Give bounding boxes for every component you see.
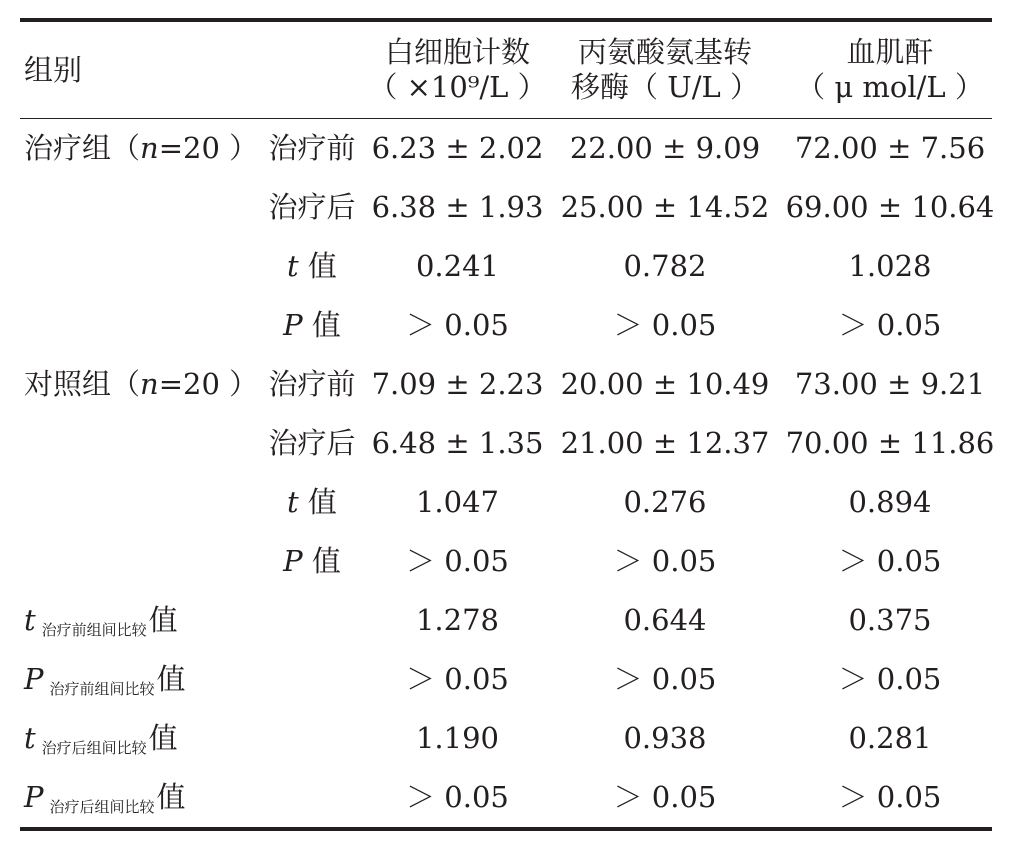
- between-label: P 治疗前组间比较 值: [24, 662, 186, 698]
- table-row: [20, 296, 992, 355]
- row-label: 治疗前: [268, 367, 356, 401]
- value-cell: 1.190: [415, 721, 500, 755]
- value-cell: ＞ 0.05: [406, 308, 509, 342]
- value-cell: 1.278: [415, 603, 500, 637]
- header-alt-line1: 丙氨酸氨基转: [577, 34, 752, 69]
- value-cell: 20.00 ± 10.49: [560, 367, 770, 401]
- between-label: t 治疗后组间比较 值: [24, 721, 178, 757]
- table-row: [20, 532, 992, 591]
- header-cr-line2: （ μ mol/L ）: [796, 70, 984, 104]
- table-row: [20, 414, 995, 473]
- value-cell: 6.48 ± 1.35: [371, 426, 544, 460]
- header-wbc: [368, 22, 547, 118]
- value-cell: 6.23 ± 2.02: [371, 131, 544, 165]
- table-row: [20, 237, 992, 296]
- header-wbc-line1: 白细胞计数: [384, 34, 530, 69]
- value-cell: ＞ 0.05: [406, 780, 509, 814]
- value-cell: ＞ 0.05: [406, 662, 509, 696]
- value-cell: 0.644: [623, 603, 707, 637]
- results-table: [20, 18, 995, 831]
- table-row: [20, 591, 992, 650]
- table-row: [20, 709, 992, 768]
- header-creatinine: [790, 22, 990, 118]
- group-label-control: 对照组（ n =20 ）: [24, 367, 259, 401]
- value-cell: 72.00 ± 7.56: [794, 131, 986, 165]
- between-label: t 治疗前组间比较 值: [24, 603, 178, 639]
- row-label: P 值: [283, 544, 341, 578]
- header-cr-line1: 血肌酐: [846, 34, 934, 69]
- value-cell: 0.938: [623, 721, 707, 755]
- value-cell: 22.00 ± 9.09: [569, 131, 761, 165]
- row-label: t 值: [287, 249, 337, 283]
- value-cell: 1.028: [848, 249, 932, 283]
- value-cell: ＞ 0.05: [613, 780, 717, 814]
- header-row: [20, 22, 992, 118]
- value-cell: ＞ 0.05: [838, 780, 942, 814]
- value-cell: 7.09 ± 2.23: [371, 367, 544, 401]
- table-row: [20, 178, 995, 237]
- header-wbc-line2: （ ×10⁹/L ）: [368, 70, 547, 104]
- value-cell: 0.894: [848, 485, 932, 519]
- value-cell: 0.782: [623, 249, 707, 283]
- table-row: [20, 473, 992, 532]
- value-cell: 0.276: [623, 485, 707, 519]
- value-cell: 0.281: [848, 721, 932, 755]
- table-row: [20, 650, 992, 709]
- row-label: P 值: [283, 308, 341, 342]
- value-cell: 70.00 ± 11.86: [785, 426, 995, 460]
- value-cell: 0.375: [848, 603, 932, 637]
- value-cell: ＞ 0.05: [613, 308, 717, 342]
- value-cell: 1.047: [415, 485, 500, 519]
- value-cell: ＞ 0.05: [613, 662, 717, 696]
- bottom-rule: [20, 827, 992, 831]
- table-row: [20, 768, 992, 827]
- table-row: [20, 355, 992, 414]
- between-label: P 治疗后组间比较 值: [24, 780, 186, 816]
- value-cell: ＞ 0.05: [838, 662, 942, 696]
- value-cell: 73.00 ± 9.21: [794, 367, 986, 401]
- header-alt: [565, 22, 765, 118]
- value-cell: ＞ 0.05: [406, 544, 509, 578]
- header-alt-line2: 移酶（ U/L ）: [571, 70, 759, 104]
- value-cell: 69.00 ± 10.64: [785, 190, 995, 224]
- row-label: t 值: [287, 485, 337, 519]
- value-cell: 21.00 ± 12.37: [560, 426, 770, 460]
- value-cell: 0.241: [415, 249, 500, 283]
- value-cell: ＞ 0.05: [838, 308, 942, 342]
- row-label: 治疗前: [268, 131, 356, 165]
- value-cell: ＞ 0.05: [838, 544, 942, 578]
- table-row: [20, 119, 992, 178]
- row-label: 治疗后: [268, 426, 356, 460]
- header-group: 组别: [24, 52, 83, 87]
- value-cell: 6.38 ± 1.93: [371, 190, 544, 224]
- group-label-treatment: 治疗组（ n =20 ）: [24, 131, 259, 165]
- row-label: 治疗后: [268, 190, 356, 224]
- value-cell: ＞ 0.05: [613, 544, 717, 578]
- value-cell: 25.00 ± 14.52: [560, 190, 770, 224]
